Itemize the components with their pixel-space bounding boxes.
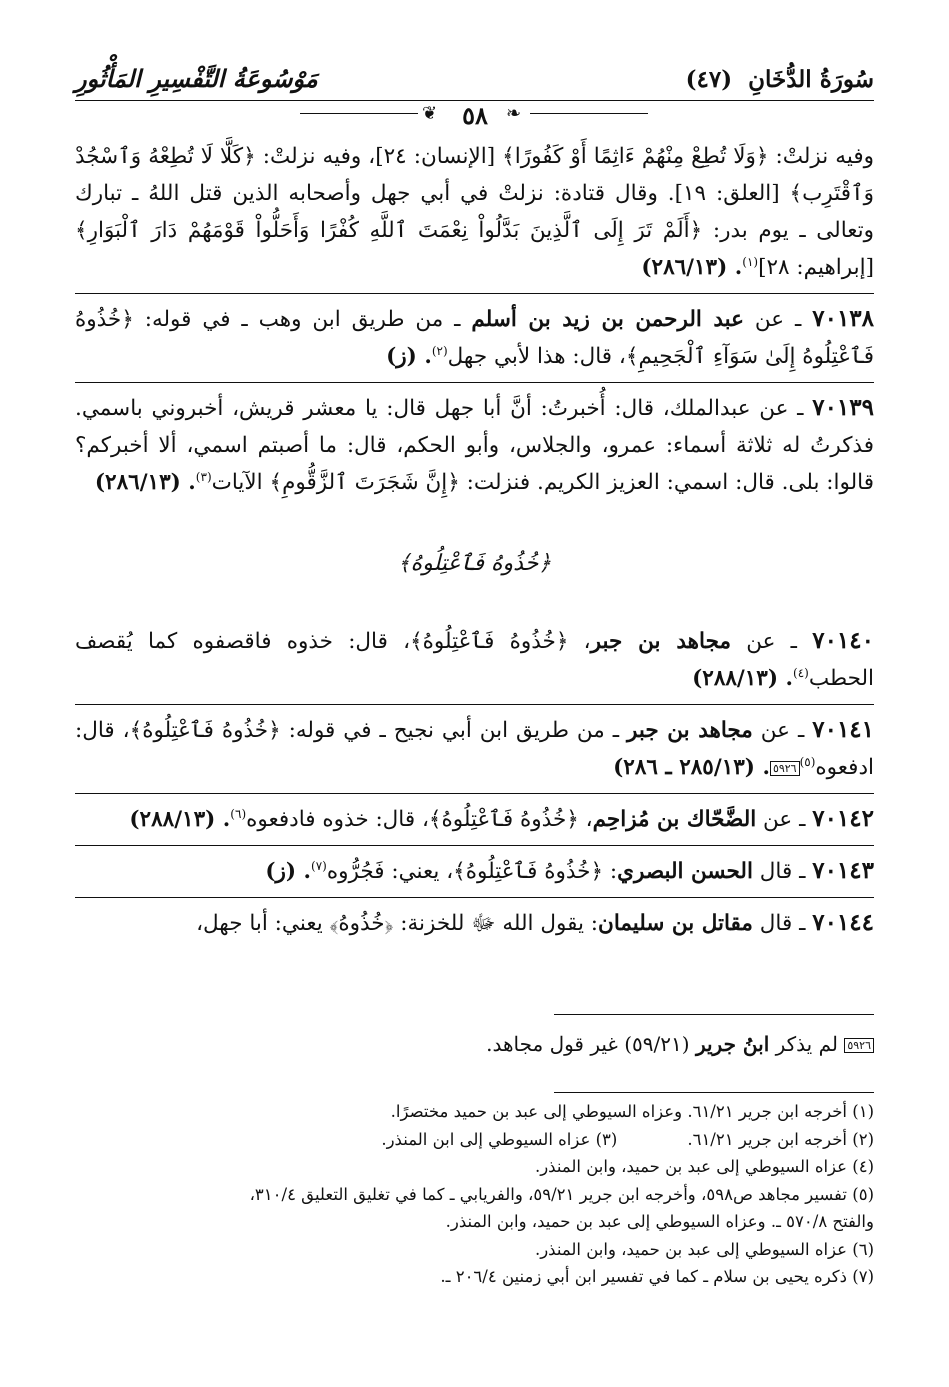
surah-title: سُورَةُ الدُّخَانِ xyxy=(748,66,874,93)
entry-text: ، ﴿خُذُوهُ فَٱعْتِلُوهُ﴾، قال: خذوه فادفعوه xyxy=(246,807,593,832)
entry-text: عن عبدالملك، قال: أُخبرتُ: أنَّ أبا جهل قال: يا معشر قريش، أخبروني باسمي. فذكرتُ له ثلاثة أسماء: عمرو، والجلاس، وأبو الحكم، قال: ما أصبتم اسمي، ألا أخبركم؟ قالوا: بلى. قال: اسمي: العزيز الكريم. فنزلت: ﴿إِنَّ شَجَرَتَ ٱلزَّقُّومِ﴾ الآيات xyxy=(75,396,874,495)
intro-paragraph xyxy=(75,138,874,286)
entry-prefix: ـ عن xyxy=(756,807,813,832)
ornament-icon: ❧ xyxy=(506,103,522,124)
hadith-entry xyxy=(75,904,874,942)
footnote-row xyxy=(75,1126,874,1154)
note-text: (٥٩/٢١) غير قول مجاهد. xyxy=(486,1032,696,1056)
hadith-entry xyxy=(75,800,874,838)
entry-number: ٧٠١٣٨ xyxy=(812,305,875,332)
intro-text: وفيه نزلتْ: ﴿وَلَا تُطِعْ مِنْهُمْ ءَاثِمًا أَوْ كَفُورًا﴾ [الإنسان: ٢٤]، وفيه نزلتْ: ﴿كَلَّا لَا تُطِعْهُ وَٱسْجُدْ وَٱقْتَرِب﴾ [العلق: ١٩]. وقال قتادة: نزلتْ في أبي جهل وأصحابه الذين قتل اللهُ ـ تبارك وتعالى ـ يوم بدر: ﴿أَلَمْ تَرَ إِلَى ٱلَّذِينَ بَدَّلُواْ نِعْمَتَ ٱللَّهِ كُفْرًا وَأَحَلُّواْ قَوْمَهُمْ دَارَ ٱلْبَوَارِ﴾ [إبراهيم: ٢٨] xyxy=(75,144,874,280)
footnote-2: (٢) أخرجه ابن جرير ٦١/٢١. xyxy=(687,1129,874,1149)
entry-number: ٧٠١٤١ xyxy=(812,716,875,743)
footnote-marker: (٧) xyxy=(311,858,327,873)
running-header-book: مَوْسُوعَةُ التَّفْسِيرِ المَأْثُورِ xyxy=(75,64,318,93)
footnote-7: (٧) ذكره يحيى بن سلام ـ كما في تفسير ابن أبي زمنين ٢٠٦/٤ ـ. xyxy=(440,1267,874,1286)
entry-prefix: ـ عن xyxy=(744,307,813,332)
narrator-name: عبد الرحمن بن زيد بن أسلم xyxy=(471,307,745,332)
note-rule xyxy=(554,1014,874,1015)
entry-number: ٧٠١٤٠ xyxy=(812,627,874,654)
surah-number: (٤٧) xyxy=(685,66,733,93)
entry-separator xyxy=(75,382,874,383)
footnote-5-cont: والفتح ٥٧٠/٨ ـ. وعزاه السيوطي إلى عبد بن حميد، وابن المنذر. xyxy=(445,1212,874,1231)
page-number-rule-right xyxy=(530,113,648,114)
ornament-icon: ❦ xyxy=(422,103,438,124)
hadith-entry xyxy=(75,622,874,697)
hadith-entry xyxy=(75,711,874,786)
main-text xyxy=(75,138,874,949)
volume-reference: . (ز) xyxy=(386,344,432,369)
entry-text: : يقول الله ﷻ للخزنة: ﴿خُذُوهُ﴾ يعني: أبا جهل، xyxy=(196,911,599,936)
section-heading: ﴿خُذُوهُ فَٱعْتِلُوهُ﴾ xyxy=(397,551,552,576)
entry-text: ـ من طريق ابن وهب ـ في قوله: ﴿خُذُوهُ فَٱعْتِلُوهُ إِلَىٰ سَوَآءِ ٱلْجَحِيمِ﴾، قال: هذا لأبي جهل xyxy=(75,307,874,369)
entry-number: ٧٠١٤٣ xyxy=(812,857,874,884)
entry-number: ٧٠١٣٩ xyxy=(812,394,874,421)
entry-prefix: ـ قال xyxy=(752,859,813,884)
entry-text: ، ﴿خُذُوهُ فَٱعْتِلُوهُ﴾، قال: خذوه فاقصفوه كما يُقصف الحطب xyxy=(75,629,874,691)
narrator-name: مقاتل بن سليمان xyxy=(598,911,753,936)
entry-separator xyxy=(75,704,874,705)
footnote-rule xyxy=(554,1092,874,1093)
volume-reference: . (٢٨٦/١٣) xyxy=(94,470,196,495)
hadith-entry xyxy=(75,852,874,890)
narrator-name: الضَّحّاك بن مُزاحِم xyxy=(592,807,757,832)
hadith-entry xyxy=(75,389,874,501)
narrator-name: مجاهد بن جبر xyxy=(627,718,753,743)
narrator-name: مجاهد بن جبر xyxy=(590,629,731,654)
entry-separator xyxy=(75,845,874,846)
page-number: ٥٨ xyxy=(462,101,488,130)
page-number-bar xyxy=(0,101,949,130)
narrator-name: الحسن البصري xyxy=(617,859,753,884)
entry-separator xyxy=(75,793,874,794)
volume-reference: . (ز) xyxy=(265,859,312,884)
narrator-name: ابنُ جرير xyxy=(695,1032,770,1056)
editor-note-marker[interactable]: ٥٩٢٦ xyxy=(770,761,800,776)
entry-prefix: ـ عن xyxy=(752,718,813,743)
entry-text: : ﴿خُذُوهُ فَٱعْتِلُوهُ﴾، يعني: فَجُرُّوه xyxy=(326,859,618,884)
volume-reference: . (٢٨٨/١٣) xyxy=(129,807,231,832)
footnote-marker: (٣) xyxy=(195,469,212,484)
footnote-marker: (٢) xyxy=(431,343,448,358)
running-header-surah xyxy=(686,66,874,93)
entry-separator xyxy=(75,293,874,294)
volume-reference: . (٢٨٥/١٣ ـ ٢٨٦) xyxy=(613,755,770,780)
entry-number: ٧٠١٤٤ xyxy=(812,909,874,936)
footnote-5: (٥) تفسير مجاهد ص٥٩٨، وأخرجه ابن جرير ٥٩/٢١، والفريابي ـ كما في تغليق التعليق ٣١٠/٤، xyxy=(249,1184,874,1204)
entry-prefix: ـ عن xyxy=(730,629,813,654)
editor-note-marker: ٥٩٢٦ xyxy=(844,1038,874,1053)
footnote-4: (٤) عزاه السيوطي إلى عبد بن حميد، وابن المنذر. xyxy=(534,1157,874,1176)
footnote-marker: (٥) xyxy=(799,754,816,769)
footnote-marker: (١) xyxy=(742,254,759,269)
editor-note xyxy=(75,1032,874,1056)
entry-separator xyxy=(75,897,874,898)
footnote-marker: (٤) xyxy=(793,665,809,680)
note-prefix: لم يذكر xyxy=(769,1032,845,1056)
footnote-3: (٣) عزاه السيوطي إلى ابن المنذر. xyxy=(381,1129,618,1149)
entry-prefix: ـ قال xyxy=(752,911,813,936)
footnote-1: (١) أخرجه ابن جرير ٦١/٢١. وعزاه السيوطي إلى عبد بن حميد مختصرًا. xyxy=(390,1102,874,1121)
footnotes xyxy=(75,1098,874,1291)
hadith-entry xyxy=(75,300,874,375)
entry-text: ـ من طريق ابن أبي نجيح ـ في قوله: ﴿خُذُوهُ فَٱعْتِلُوهُ﴾، قال: ادفعوه xyxy=(75,718,874,780)
entry-prefix: ـ xyxy=(788,396,813,421)
entry-number: ٧٠١٤٢ xyxy=(812,805,874,832)
volume-reference: . (٢٨٨/١٣) xyxy=(692,666,794,691)
page-number-rule-left xyxy=(300,113,418,114)
volume-reference: . (٢٨٦/١٣) xyxy=(641,255,743,280)
footnote-marker: (٦) xyxy=(230,806,247,821)
footnote-6: (٦) عزاه السيوطي إلى عبد بن حميد، وابن المنذر. xyxy=(534,1239,874,1259)
